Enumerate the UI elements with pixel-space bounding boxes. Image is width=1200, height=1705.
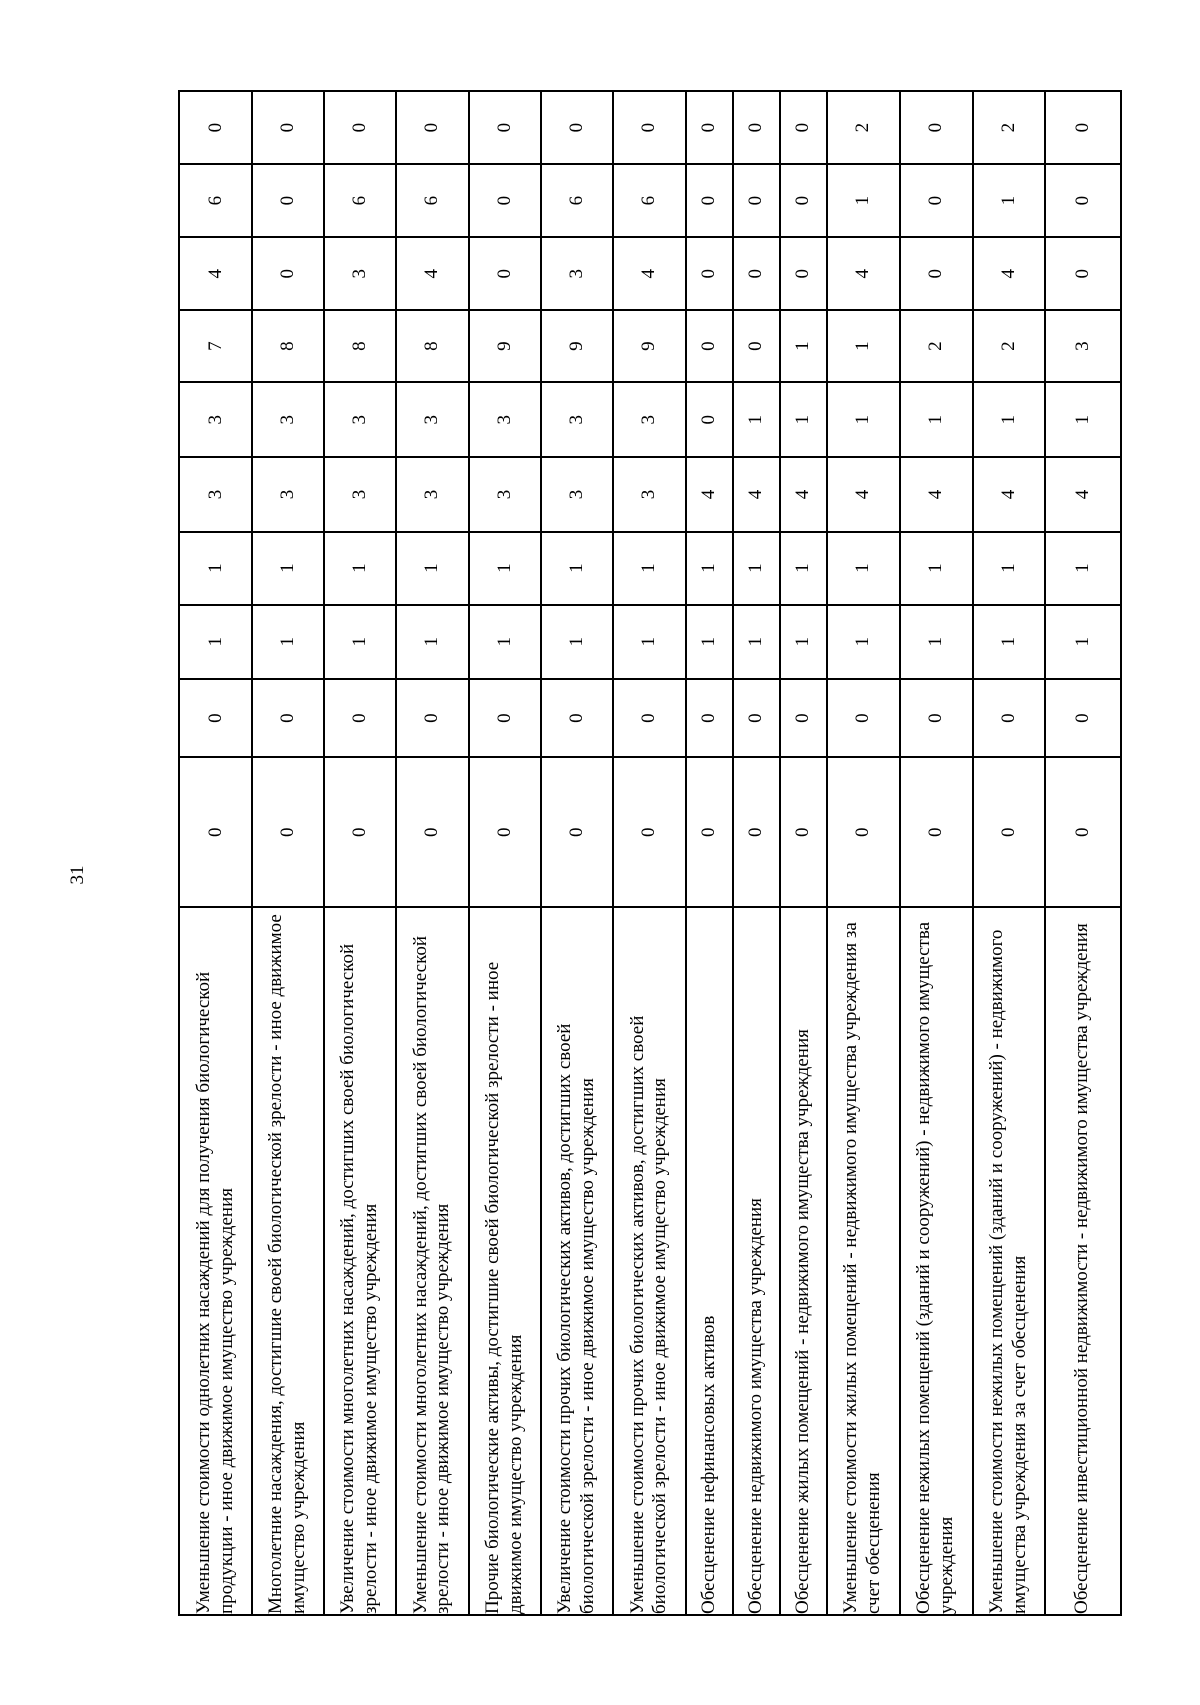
code-digit-cell: 1 <box>252 532 324 605</box>
code-digit-cell: 3 <box>324 237 396 310</box>
code-digit-cell: 3 <box>541 382 613 457</box>
code-digit-cell: 1 <box>613 605 686 679</box>
code-digit-cell: 1 <box>613 532 686 605</box>
code-digit-cell: 0 <box>780 237 827 310</box>
code-digit-cell: 0 <box>733 164 780 237</box>
code-digit-cell: 0 <box>541 91 613 164</box>
table-row <box>686 91 733 1615</box>
code-digit-cell: 3 <box>469 382 541 457</box>
code-digit-cell: 1 <box>733 532 780 605</box>
code-digit-cell: 0 <box>396 91 469 164</box>
code-digit-cell: 0 <box>469 164 541 237</box>
code-digit-cell: 4 <box>613 237 686 310</box>
code-digit-cell: 0 <box>780 91 827 164</box>
code-digit-cell: 0 <box>900 91 973 164</box>
code-digit-cell: 2 <box>827 91 900 164</box>
code-digit-cell: 0 <box>780 679 827 758</box>
code-digit-cell: 1 <box>733 382 780 457</box>
code-digit-cell: 3 <box>252 457 324 531</box>
code-digit-cell: 6 <box>396 164 469 237</box>
code-digit-cell: 3 <box>613 382 686 457</box>
code-digit-cell: 4 <box>1045 457 1121 531</box>
code-digit-cell: 7 <box>179 310 252 382</box>
code-digit-cell: 1 <box>324 532 396 605</box>
table-row <box>179 91 252 1615</box>
code-digit-cell: 0 <box>613 91 686 164</box>
code-digit-cell: 3 <box>324 382 396 457</box>
code-digit-cell: 0 <box>973 679 1045 758</box>
code-digit-cell: 4 <box>686 457 733 531</box>
code-digit-cell: 0 <box>733 310 780 382</box>
code-digit-cell: 1 <box>780 532 827 605</box>
code-digit-cell: 0 <box>252 757 324 906</box>
code-digit-cell: 0 <box>179 679 252 758</box>
code-digit-cell: 1 <box>900 532 973 605</box>
code-digit-cell: 0 <box>324 91 396 164</box>
table-row <box>973 91 1045 1615</box>
code-digit-cell: 3 <box>396 382 469 457</box>
code-digit-cell: 1 <box>900 605 973 679</box>
code-digit-cell: 6 <box>541 164 613 237</box>
code-digit-cell: 3 <box>396 457 469 531</box>
code-digit-cell: 4 <box>973 237 1045 310</box>
code-digit-cell: 0 <box>827 757 900 906</box>
code-digit-cell: 1 <box>973 605 1045 679</box>
code-digit-cell: 3 <box>541 237 613 310</box>
code-digit-cell: 3 <box>252 382 324 457</box>
row-description: Обесценение жилых помещений - недвижимого имущества учреждения <box>780 907 827 1615</box>
code-digit-cell: 3 <box>613 457 686 531</box>
code-digit-cell: 0 <box>1045 91 1121 164</box>
code-digit-cell: 1 <box>396 532 469 605</box>
table-row <box>324 91 396 1615</box>
code-digit-cell: 0 <box>179 757 252 906</box>
code-digit-cell: 0 <box>1045 237 1121 310</box>
code-digit-cell: 6 <box>324 164 396 237</box>
code-digit-cell: 0 <box>613 757 686 906</box>
code-digit-cell: 0 <box>733 757 780 906</box>
code-digit-cell: 1 <box>469 532 541 605</box>
code-digit-cell: 3 <box>1045 310 1121 382</box>
code-digit-cell: 4 <box>780 457 827 531</box>
code-digit-cell: 0 <box>469 757 541 906</box>
code-digit-cell: 1 <box>827 164 900 237</box>
code-digit-cell: 8 <box>396 310 469 382</box>
code-digit-cell: 3 <box>324 457 396 531</box>
code-digit-cell: 1 <box>827 310 900 382</box>
code-digit-cell: 0 <box>541 757 613 906</box>
code-digit-cell: 2 <box>900 310 973 382</box>
code-digit-cell: 0 <box>324 757 396 906</box>
code-digit-cell: 4 <box>179 237 252 310</box>
code-digit-cell: 0 <box>780 757 827 906</box>
code-digit-cell: 1 <box>1045 532 1121 605</box>
code-digit-cell: 1 <box>973 382 1045 457</box>
code-digit-cell: 1 <box>469 605 541 679</box>
code-digit-cell: 1 <box>686 605 733 679</box>
code-digit-cell: 0 <box>900 757 973 906</box>
code-digit-cell: 4 <box>827 457 900 531</box>
code-digit-cell: 0 <box>686 310 733 382</box>
row-description: Прочие биологические активы, достигшие своей биологической зрелости - иное движимое имущество учреждения <box>469 907 541 1615</box>
code-digit-cell: 0 <box>252 164 324 237</box>
code-digit-cell: 0 <box>780 164 827 237</box>
row-description: Обесценение инвестиционной недвижимости - недвижимого имущества учреждения <box>1045 907 1121 1615</box>
code-digit-cell: 3 <box>469 457 541 531</box>
code-digit-cell: 1 <box>396 605 469 679</box>
code-digit-cell: 1 <box>827 605 900 679</box>
table-row <box>541 91 613 1615</box>
code-digit-cell: 1 <box>1045 605 1121 679</box>
code-digit-cell: 9 <box>469 310 541 382</box>
code-digit-cell: 2 <box>973 310 1045 382</box>
code-digit-cell: 1 <box>900 382 973 457</box>
code-digit-cell: 1 <box>541 532 613 605</box>
code-digit-cell: 2 <box>973 91 1045 164</box>
table-row <box>1045 91 1121 1615</box>
code-digit-cell: 4 <box>827 237 900 310</box>
code-digit-cell: 0 <box>686 382 733 457</box>
row-description: Уменьшение стоимости жилых помещений - недвижимого имущества учреждения за счет обесценения <box>827 907 900 1615</box>
table-container <box>178 90 1122 1616</box>
account-codes-table <box>178 90 1122 1616</box>
table-row <box>780 91 827 1615</box>
table-row <box>900 91 973 1615</box>
code-digit-cell: 9 <box>541 310 613 382</box>
code-digit-cell: 0 <box>686 164 733 237</box>
code-digit-cell: 1 <box>541 605 613 679</box>
row-description: Обесценение нефинансовых активов <box>686 907 733 1615</box>
code-digit-cell: 8 <box>324 310 396 382</box>
code-digit-cell: 3 <box>179 457 252 531</box>
row-description: Увеличение стоимости прочих биологических активов, достигших своей биологической зрелости - иное движимое имущество учреждения <box>541 907 613 1615</box>
code-digit-cell: 1 <box>827 532 900 605</box>
code-digit-cell: 0 <box>252 91 324 164</box>
code-digit-cell: 0 <box>686 237 733 310</box>
code-digit-cell: 0 <box>469 679 541 758</box>
code-digit-cell: 0 <box>686 757 733 906</box>
code-digit-cell: 0 <box>324 679 396 758</box>
code-digit-cell: 0 <box>686 679 733 758</box>
code-digit-cell: 0 <box>179 91 252 164</box>
code-digit-cell: 6 <box>179 164 252 237</box>
rotated-table-frame <box>178 90 1122 1616</box>
code-digit-cell: 4 <box>733 457 780 531</box>
code-digit-cell: 9 <box>613 310 686 382</box>
code-digit-cell: 0 <box>1045 757 1121 906</box>
code-digit-cell: 8 <box>252 310 324 382</box>
code-digit-cell: 0 <box>733 679 780 758</box>
table-row <box>396 91 469 1615</box>
code-digit-cell: 0 <box>1045 679 1121 758</box>
code-digit-cell: 1 <box>973 164 1045 237</box>
row-description: Увеличение стоимости многолетних насаждений, достигших своей биологической зрелости - иное движимое имущество учреждения <box>324 907 396 1615</box>
row-description: Уменьшение стоимости однолетних насаждений для получения биологической продукции - иное движимое имущество учреждения <box>179 907 252 1615</box>
row-description: Уменьшение стоимости нежилых помещений (зданий и сооружений) - недвижимого имущества учреждения за счет обесценения <box>973 907 1045 1615</box>
code-digit-cell: 1 <box>686 532 733 605</box>
code-digit-cell: 1 <box>780 382 827 457</box>
code-digit-cell: 1 <box>179 532 252 605</box>
table-row <box>613 91 686 1615</box>
table-row <box>252 91 324 1615</box>
code-digit-cell: 0 <box>1045 164 1121 237</box>
code-digit-cell: 6 <box>613 164 686 237</box>
row-description: Уменьшение стоимости многолетних насаждений, достигших своей биологической зрелости - иное движимое имущество учреждения <box>396 907 469 1615</box>
code-digit-cell: 0 <box>973 757 1045 906</box>
code-digit-cell: 0 <box>252 237 324 310</box>
code-digit-cell: 0 <box>900 237 973 310</box>
code-digit-cell: 0 <box>396 679 469 758</box>
row-description: Многолетние насаждения, достигшие своей биологической зрелости - иное движимое имущество учреждения <box>252 907 324 1615</box>
code-digit-cell: 4 <box>396 237 469 310</box>
table-body <box>179 91 1121 1615</box>
code-digit-cell: 0 <box>827 679 900 758</box>
row-description: Обесценение недвижимого имущества учреждения <box>733 907 780 1615</box>
table-row <box>733 91 780 1615</box>
code-digit-cell: 4 <box>900 457 973 531</box>
table-row <box>827 91 900 1615</box>
code-digit-cell: 1 <box>733 605 780 679</box>
code-digit-cell: 0 <box>541 679 613 758</box>
code-digit-cell: 0 <box>469 91 541 164</box>
page-number: 31 <box>67 865 88 885</box>
code-digit-cell: 3 <box>541 457 613 531</box>
code-digit-cell: 0 <box>733 237 780 310</box>
code-digit-cell: 1 <box>973 532 1045 605</box>
code-digit-cell: 1 <box>252 605 324 679</box>
code-digit-cell: 3 <box>179 382 252 457</box>
code-digit-cell: 0 <box>900 164 973 237</box>
code-digit-cell: 1 <box>780 310 827 382</box>
code-digit-cell: 1 <box>179 605 252 679</box>
code-digit-cell: 0 <box>733 91 780 164</box>
row-description: Обесценение нежилых помещений (зданий и сооружений) - недвижимого имущества учреждения <box>900 907 973 1615</box>
table-row <box>469 91 541 1615</box>
row-description: Уменьшение стоимости прочих биологических активов, достигших своей биологической зрелости - иное движимое имущество учреждения <box>613 907 686 1615</box>
code-digit-cell: 4 <box>973 457 1045 531</box>
code-digit-cell: 0 <box>900 679 973 758</box>
code-digit-cell: 1 <box>1045 382 1121 457</box>
code-digit-cell: 1 <box>827 382 900 457</box>
code-digit-cell: 1 <box>780 605 827 679</box>
code-digit-cell: 0 <box>396 757 469 906</box>
code-digit-cell: 1 <box>324 605 396 679</box>
code-digit-cell: 0 <box>469 237 541 310</box>
code-digit-cell: 0 <box>252 679 324 758</box>
code-digit-cell: 0 <box>686 91 733 164</box>
code-digit-cell: 0 <box>613 679 686 758</box>
